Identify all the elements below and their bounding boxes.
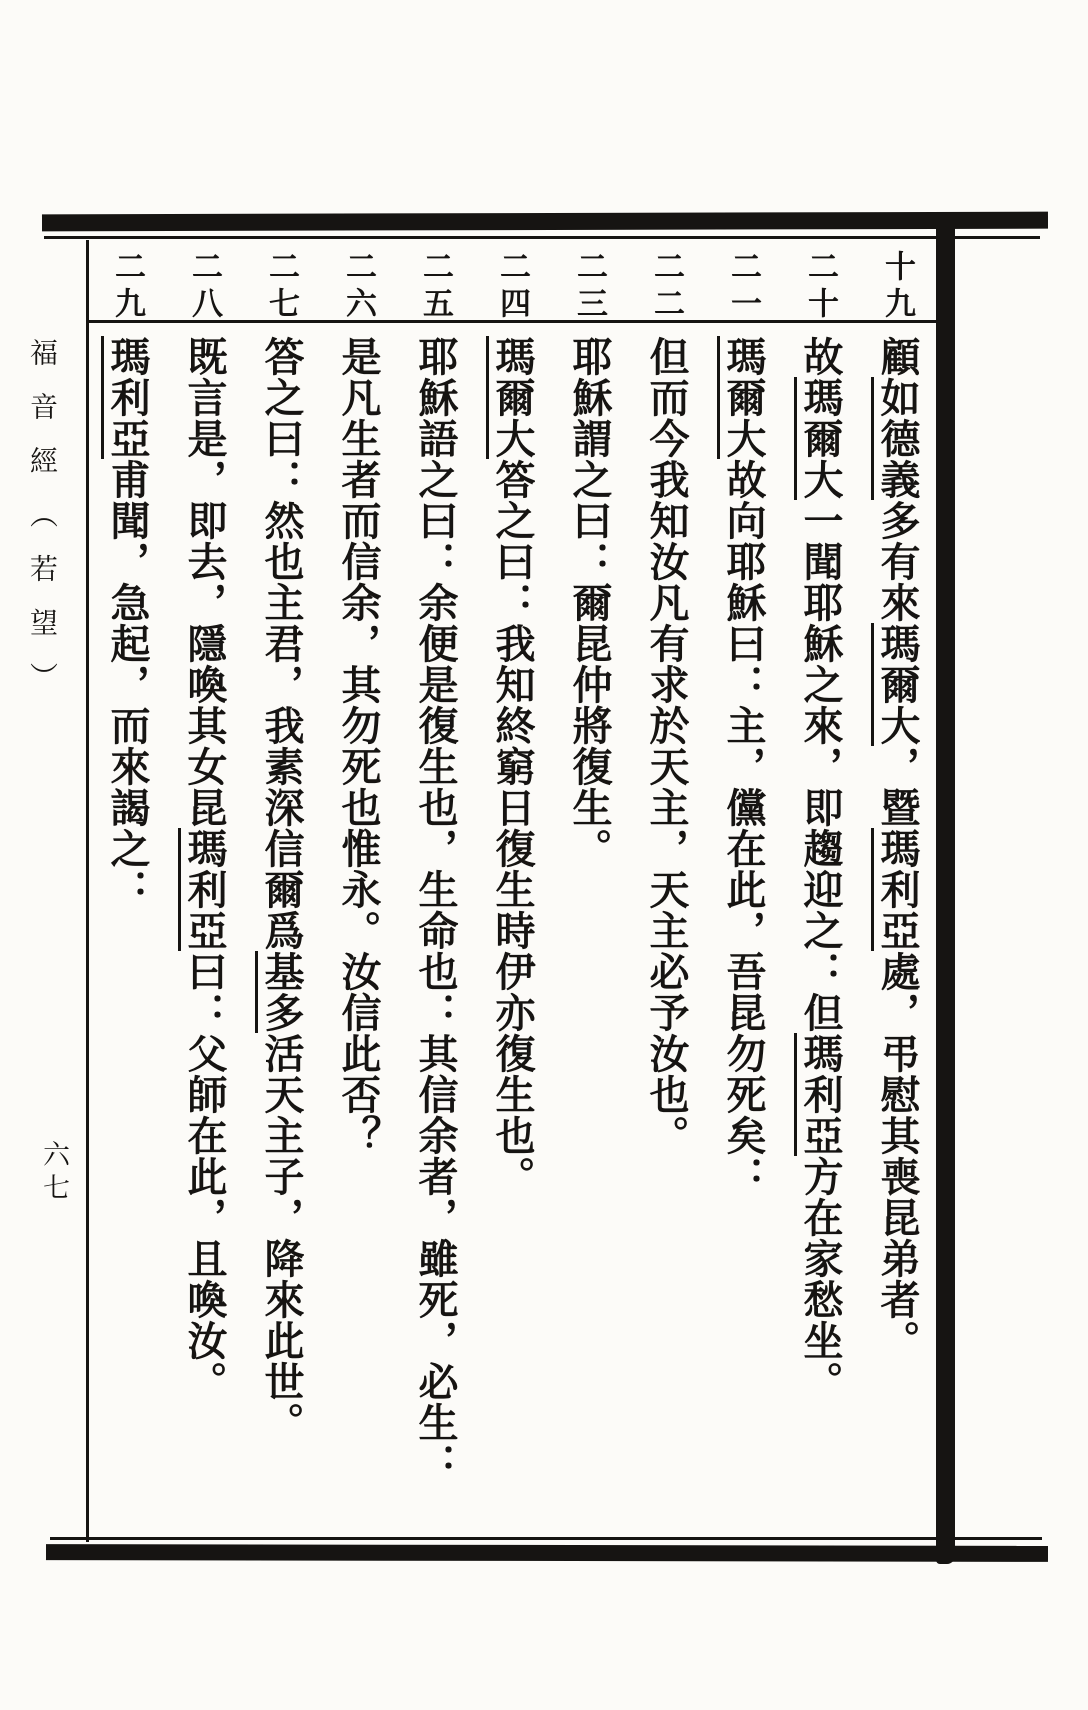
verse-column [474, 244, 551, 1540]
verse-number: 二六 [340, 250, 376, 324]
verse-column [243, 244, 320, 1540]
verse-text: 耶穌語之曰：余便是復生也，生命也：其信余者，雖死，必生： [412, 336, 459, 1484]
proper-name-mark: 基多 [255, 951, 305, 1033]
verse-number: 二四 [494, 250, 530, 324]
proper-name-mark: 瑪利亞 [871, 828, 921, 951]
verse-number: 二十 [802, 250, 838, 324]
verse-text: 但而今我知汝凡有求於天主，天主必予汝也。 [643, 336, 690, 1156]
verse-text: 瑪利亞甫聞，急起，而來謁之： [101, 336, 151, 910]
proper-name-mark: 瑪爾大 [871, 623, 921, 746]
verse-text: 是凡生者而信余，其勿死也惟永。汝信此否？ [335, 336, 382, 1156]
verse-text: 故瑪爾大一聞耶穌之來，即趨迎之：但瑪利亞方在家愁坐。 [794, 336, 844, 1402]
verse-number: 二七 [263, 250, 299, 324]
frame-bottom-thick-rule [46, 1544, 1048, 1562]
verse-number: 二八 [186, 250, 222, 324]
margin-page-number: 六七 [38, 1140, 69, 1206]
proper-name-mark: 瑪利亞 [178, 828, 228, 951]
proper-name-mark: 如德義 [871, 377, 921, 500]
verse-column [166, 244, 243, 1540]
verse-columns [88, 244, 936, 1540]
verse-column [705, 244, 782, 1540]
proper-name-mark: 瑪利亞 [101, 336, 151, 459]
proper-name-mark: 瑪爾大 [486, 336, 536, 459]
verse-text: 既言是，即去，隱喚其女昆瑪利亞曰：父師在此，且喚汝。 [178, 336, 228, 1402]
proper-name-mark: 瑪爾大 [717, 336, 767, 459]
verse-column [397, 244, 474, 1540]
verse-text: 耶穌謂之曰：爾昆仲將復生。 [566, 336, 613, 869]
verse-text: 瑪爾大故向耶穌曰：主，儻在此，吾昆勿死矣： [717, 336, 767, 1197]
frame-top-thin-rule [44, 236, 1040, 239]
verse-text: 顧如德義多有來瑪爾大，暨瑪利亞處，弔慰其喪昆弟者。 [871, 336, 921, 1361]
frame-right-bar [936, 220, 955, 1564]
verse-column [551, 244, 628, 1540]
verse-number: 二二 [648, 250, 684, 324]
verse-number: 二一 [725, 250, 761, 324]
verse-text: 瑪爾大答之曰：我知終窮日復生時伊亦復生也。 [486, 336, 536, 1197]
proper-name-mark: 瑪爾大 [794, 377, 844, 500]
verse-number: 二三 [571, 250, 607, 324]
verse-number: 二五 [417, 250, 453, 324]
verse-column [628, 244, 705, 1540]
verse-column [782, 244, 859, 1540]
verse-number: 十九 [879, 250, 915, 324]
margin-book-title: 福音經（若望） [26, 338, 59, 716]
verse-text: 答之曰：然也主君，我素深信爾爲基多活天主子，降來此世。 [255, 336, 305, 1443]
verse-column [859, 244, 936, 1540]
verse-column [89, 244, 166, 1540]
frame-top-thick-rule [42, 212, 1048, 232]
verse-column [320, 244, 397, 1540]
verse-number: 二九 [109, 250, 145, 324]
proper-name-mark: 瑪利亞 [794, 1033, 844, 1156]
